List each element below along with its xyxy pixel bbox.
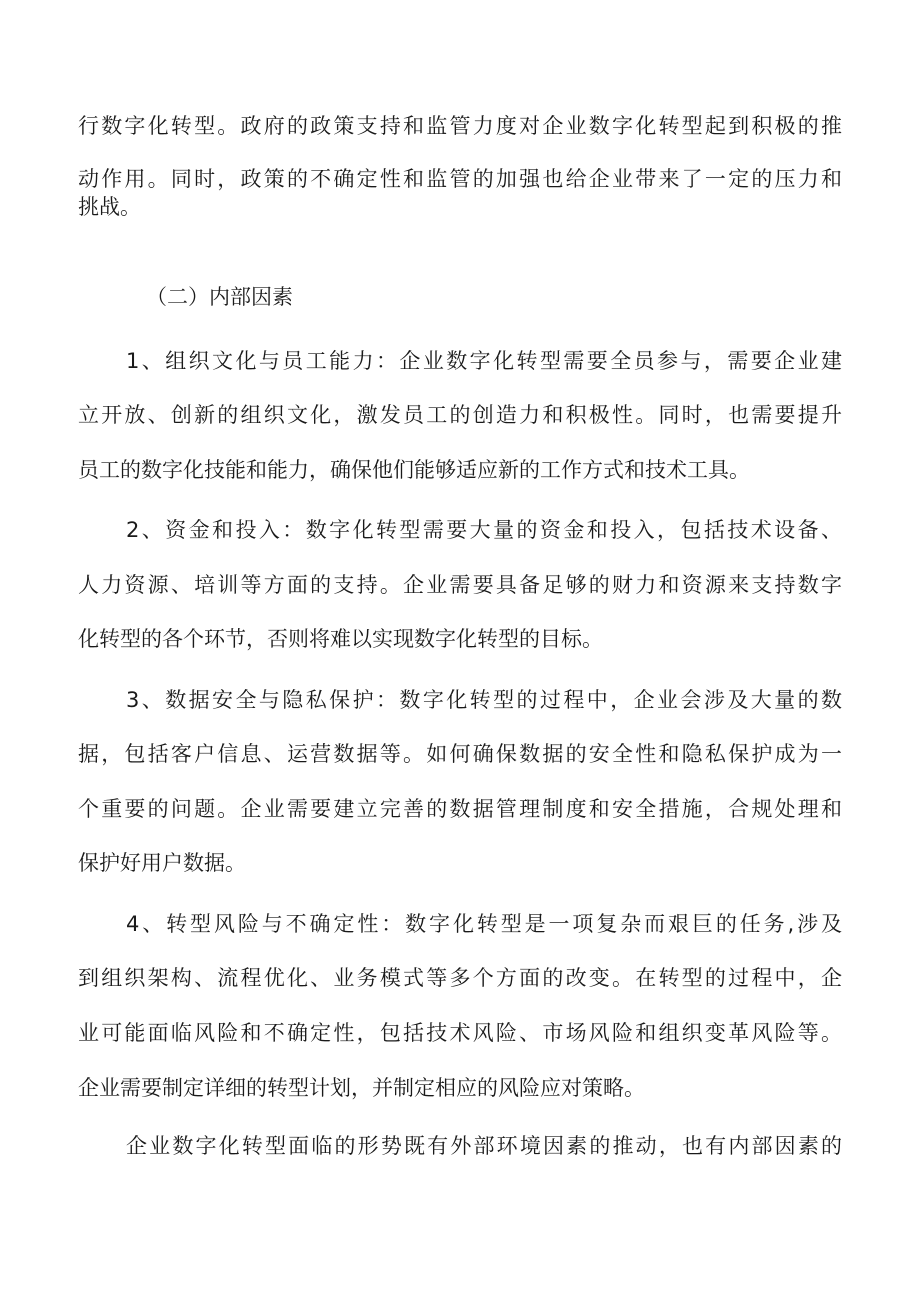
paragraph-line: 业可能面临风险和不确定性，包括技术风险、市场风险和组织变革风险等。: [78, 1021, 842, 1045]
paragraph-line: 员工的数字化技能和能力，确保他们能够适应新的工作方式和技术工具。: [78, 458, 750, 482]
paragraph-line: 动作用。同时，政策的不确定性和监管的加强也给企业带来了一定的压力和: [78, 167, 842, 191]
paragraph-line: 到组织架构、流程优化、业务模式等多个方面的改变。在转型的过程中，企: [78, 966, 842, 990]
paragraph-line: 1、组织文化与员工能力：企业数字化转型需要全员参与，需要企业建: [126, 349, 842, 373]
paragraph-line: 个重要的问题。企业需要建立完善的数据管理制度和安全措施，合规处理和: [78, 797, 842, 821]
paragraph-line: 3、数据安全与隐私保护：数字化转型的过程中，企业会涉及大量的数: [126, 688, 842, 712]
paragraph-line: 立开放、创新的组织文化，激发员工的创造力和积极性。同时，也需要提升: [78, 403, 842, 427]
paragraph-line: 挑战。: [78, 195, 141, 219]
section-heading: （二）内部因素: [146, 285, 293, 309]
paragraph-line: 企业需要制定详细的转型计划，并制定相应的风险应对策略。: [78, 1076, 645, 1100]
paragraph-line: 保护好用户数据。: [78, 851, 246, 875]
paragraph-line: 行数字化转型。政府的政策支持和监管力度对企业数字化转型起到积极的推: [78, 114, 842, 138]
paragraph-line: 4、转型风险与不确定性：数字化转型是一项复杂而艰巨的任务,涉及: [126, 912, 842, 936]
paragraph-line: 2、资金和投入：数字化转型需要大量的资金和投入，包括技术设备、: [126, 518, 842, 542]
paragraph-line: 人力资源、培训等方面的支持。企业需要具备足够的财力和资源来支持数字: [78, 573, 842, 597]
paragraph-line: 据，包括客户信息、运营数据等。如何确保数据的安全性和隐私保护成为一: [78, 742, 842, 766]
paragraph-line: 企业数字化转型面临的形势既有外部环境因素的推动，也有内部因素的: [126, 1134, 842, 1158]
paragraph-line: 化转型的各个环节，否则将难以实现数字化转型的目标。: [78, 627, 603, 651]
